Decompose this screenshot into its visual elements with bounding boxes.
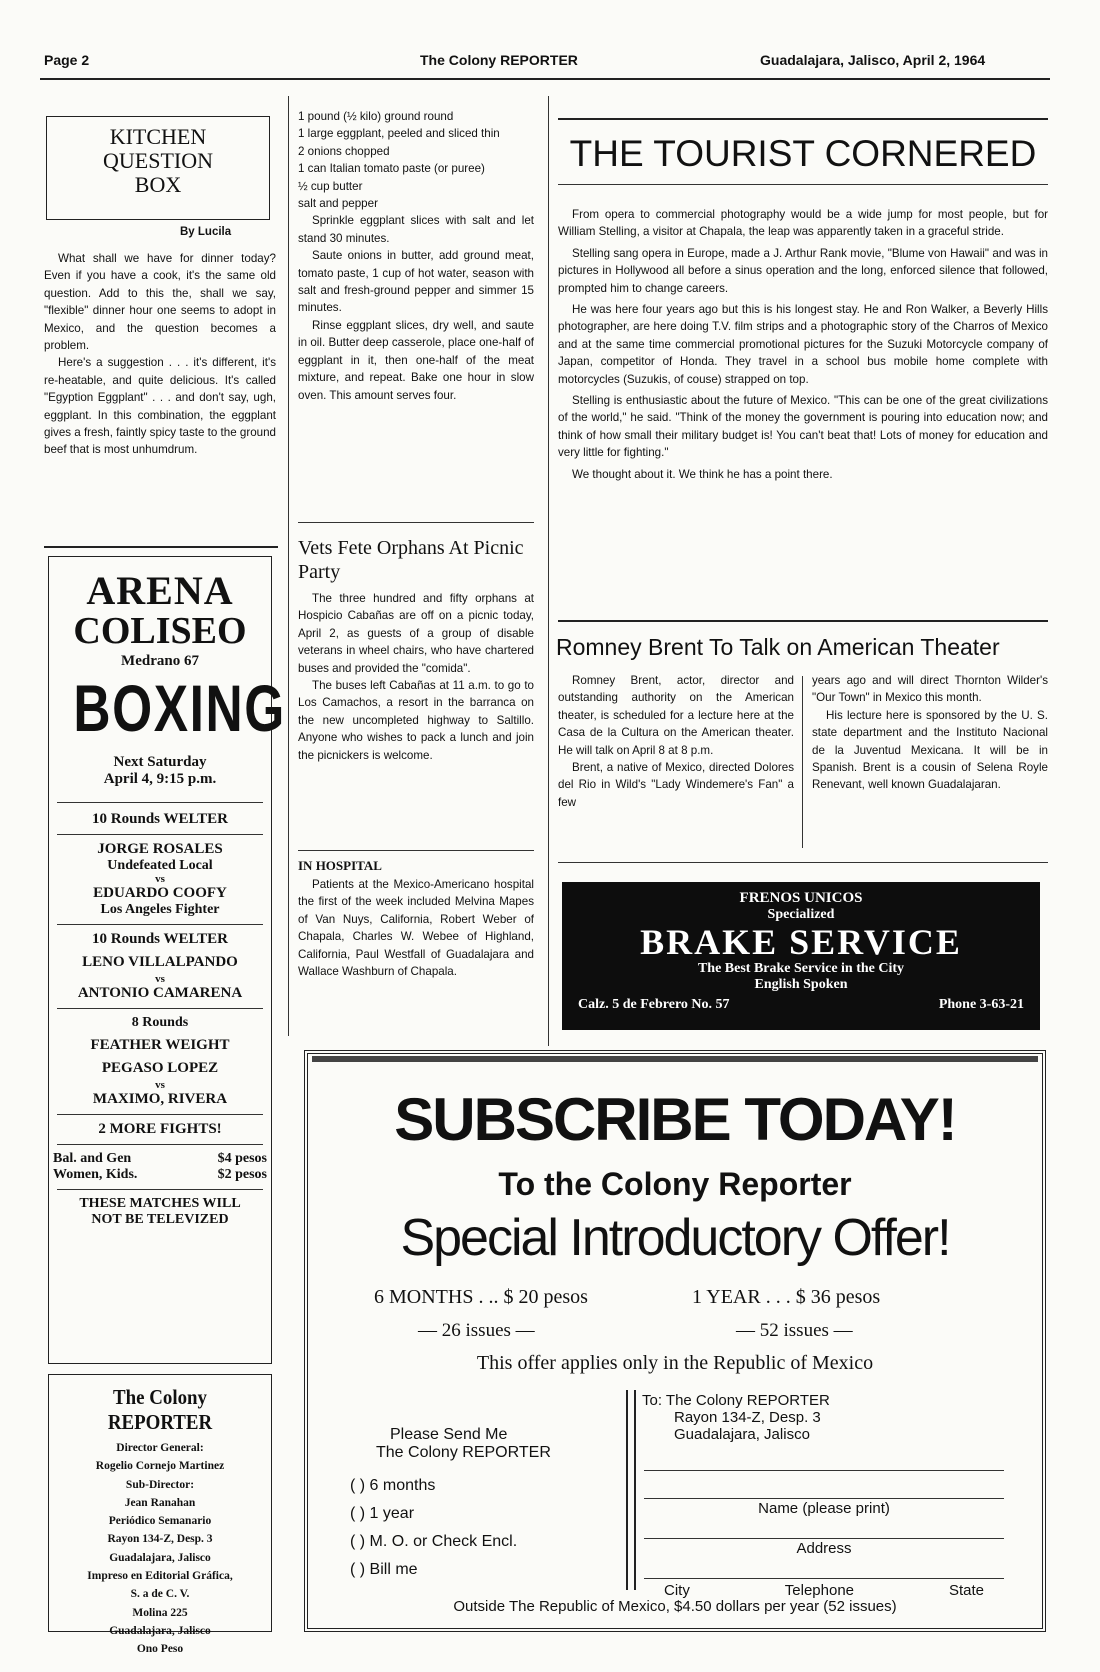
brake-contact: [562, 993, 1040, 1013]
masthead-line: Impreso en Editorial Gráfica,: [87, 1570, 233, 1583]
hospital-headline: IN HOSPITAL: [298, 858, 382, 873]
ingredient: salt and pepper: [298, 197, 378, 211]
choice-6-months[interactable]: ( ) 6 months: [350, 1477, 436, 1494]
masthead-line: Sub-Director:: [125, 1478, 195, 1491]
recipe-step-1: Sprinkle eggplant slices with salt and let stand 30 minutes.: [298, 214, 534, 245]
masthead-line: Ono Peso: [136, 1643, 184, 1656]
kitchen-title-3: BOX: [134, 172, 182, 197]
ingredient: 2 onions chopped: [298, 144, 390, 158]
mail-to-line: To: The Colony REPORTER: [642, 1392, 830, 1409]
page-number: Page 2: [44, 52, 90, 68]
brake-line-2: Specialized: [767, 907, 835, 922]
romney-headline: Romney Brent To Talk on American Theater: [556, 634, 1000, 660]
form-line: [644, 1470, 1004, 1471]
kitchen-article: [44, 250, 276, 459]
arena-address: Medrano 67: [121, 653, 199, 669]
choice-bill-me[interactable]: ( ) Bill me: [350, 1561, 418, 1578]
choice-check[interactable]: ( ) M. O. or Check Encl.: [350, 1533, 518, 1550]
form-divider: [626, 1390, 636, 1590]
price-row: [49, 1167, 271, 1183]
kitchen-box: [46, 116, 270, 220]
option-1-year: 1 YEAR . . . $ 36 pesos: [692, 1286, 881, 1308]
masthead-line: Jean Ranahan: [124, 1496, 196, 1509]
form-line[interactable]: [644, 1538, 1004, 1539]
send-line-2: The Colony REPORTER: [376, 1444, 551, 1461]
vets-headline: Vets Fete Orphans At Picnic Party: [298, 537, 524, 583]
tourist-para-3: He was here four years ago but this is his longest stay. He and Ron Walker, a Beverly Hills photographer, are here doing T.V. film strips and a photographic story of the Charros of Mexico and at the same time commercial promotional pictures for the Suzuki Motorcycle company of Japan, competitor of Honda. They travel in a school bus mobile home complete with motorcycles (Suzukis, of couse) strapped on top.: [558, 303, 1048, 386]
bout3-fighter-a: PEGASO LOPEZ: [101, 1060, 219, 1076]
masthead-name: The Colony REPORTER: [107, 1385, 213, 1434]
arena-date-2: April 4, 9:15 p.m.: [103, 771, 217, 787]
tv-note-1: THESE MATCHES WILL: [79, 1196, 241, 1211]
brake-line-1: FRENOS UNICOS: [739, 890, 863, 906]
city-row: [644, 1582, 1004, 1599]
masthead-line: S. a de C. V.: [130, 1588, 190, 1601]
bout3-rounds: 8 Rounds: [131, 1015, 189, 1030]
brake-service-ad: [562, 882, 1040, 1030]
brake-address: Calz. 5 de Febrero No. 57: [578, 997, 730, 1012]
name-label: Name (please print): [758, 1500, 890, 1517]
bout1-fighter-a: JORGE ROSALES: [97, 841, 223, 857]
mail-to-line: Rayon 134-Z, Desp. 3: [674, 1409, 821, 1426]
recipe-step-2: Saute onions in butter, add ground meat, tomato paste, 1 cup of hot water, season with salt and fresh-ground pepper and simmer 15 minutes.: [298, 249, 534, 315]
arena-name-2: COLISEO: [73, 610, 247, 652]
more-fights: 2 MORE FIGHTS!: [98, 1121, 222, 1137]
divider: [558, 118, 1048, 120]
masthead-line: Periódico Semanario: [108, 1515, 212, 1528]
hospital-para: Patients at the Mexico-Americano hospital the first of the week included Melvina Mapes of Van Nuys, California, Robert Weber of Chapala, Charles W. Webee of Highland, California, Paul Westfall of Guadalajara and Wallace Washburn of Chapala.: [298, 878, 534, 979]
option-6-months-issues: — 26 issues —: [418, 1320, 535, 1341]
subscribe-title: SUBSCRIBE TODAY!: [394, 1086, 956, 1153]
bout3-class: FEATHER WEIGHT: [90, 1037, 230, 1053]
mail-to: [642, 1392, 830, 1443]
column-rule: [548, 96, 549, 1046]
tv-note-2: NOT BE TELEVIZED: [91, 1212, 229, 1227]
divider: [57, 1008, 263, 1009]
offer-applies: This offer applies only in the Republic of Mexico: [476, 1352, 874, 1374]
masthead-line: Rogelio Cornejo Martinez: [95, 1460, 225, 1473]
masthead-line: Guadalajara, Jalisco: [109, 1551, 211, 1564]
price1-label: Bal. and Gen: [53, 1151, 132, 1166]
subscribe-offer: Special Introductory Offer!: [400, 1209, 950, 1267]
romney-col-2: [812, 672, 1048, 794]
bout2-fighter-b: ANTONIO CAMARENA: [77, 985, 243, 1001]
divider: [558, 184, 1048, 185]
divider: [298, 522, 534, 523]
vets-para-1: The three hundred and fifty orphans at Hospicio Cabañas are off on a picnic today, April 2, as guests of a group of disable veterans in wheel chairs, who have chartered buses and provided the "comida".: [298, 592, 534, 675]
vs-label: vs: [155, 873, 165, 885]
kitchen-para-2: Here's a suggestion . . . it's different, it's re-heatable, and quite delicious. It's called "Egyption Eggplant" . . . and don't say, ugh, eggplant. In this combination, the eggplant gives a fresh, faintly spicy taste to the ground beef that is most unhumdrum.: [44, 356, 276, 457]
option-6-months: 6 MONTHS . .. $ 20 pesos: [374, 1286, 588, 1308]
telephone-label: Telephone: [784, 1582, 855, 1599]
divider: [57, 1189, 263, 1190]
divider: [558, 620, 1048, 622]
divider: [57, 1144, 263, 1145]
arena-date-1: Next Saturday: [113, 754, 207, 770]
ingredient: 1 pound (½ kilo) ground round: [298, 110, 454, 123]
tourist-para-2: Stelling sang opera in Europe, made a J. Arthur Rank movie, "Blume von Hawaii" and was in pictures in Hollywood all before a sinus operation and the long, enforced silence that followed, prompted him to change careers.: [558, 246, 1048, 295]
header-rule: [40, 78, 1050, 80]
tourist-para-5: We thought about it. We think he has a point there.: [572, 467, 833, 481]
paper-name: The Colony REPORTER: [420, 52, 578, 68]
choice-list: [350, 1472, 517, 1584]
romney-para-1: Romney Brent, actor, director and outstanding authority on the American theater, is scheduled for a lecture here at the Casa de la Cultura on the American theater. He will talk on April 8 at 8 p.m.: [558, 674, 794, 757]
masthead-box: [48, 1374, 272, 1656]
ingredient: ½ cup butter: [298, 179, 363, 193]
romney-para-3: years ago and will direct Thornton Wilder's "Our Town" in Mexico this month.: [812, 674, 1048, 705]
kitchen-title-2: QUESTION: [103, 148, 213, 173]
brake-line-3: BRAKE SERVICE: [640, 922, 962, 962]
city-label: City: [664, 1582, 690, 1599]
vets-para-2: The buses left Cabañas at 11 a.m. to go to Los Camachos, a resort in the barranca on the new uncompleted highway to Saltillo. Anyone who wishes to pack a lunch and join the picnickers is welcome.: [298, 679, 534, 762]
romney-col-1: [558, 672, 794, 811]
ingredient: 1 can Italian tomato paste (or puree): [298, 162, 485, 176]
bout1-rounds: 10 Rounds WELTER: [92, 811, 228, 827]
ingredient: 1 large eggplant, peeled and sliced thin: [298, 127, 500, 141]
price2-label: Women, Kids.: [53, 1167, 138, 1182]
kitchen-para-1: What shall we have for dinner today? Even if you have a cook, it's the same old question. Add to this the, shall we say, "flexible" dinner hour one seems to adopt in Mexico, and the question becomes a problem.: [44, 252, 276, 353]
column-rule: [288, 96, 289, 1036]
recipe-article: [298, 108, 534, 404]
bout1-fighter-b-desc: Los Angeles Fighter: [100, 902, 220, 917]
hospital-article: [298, 876, 534, 980]
bout1-fighter-b: EDUARDO COOFY: [93, 885, 227, 901]
bout1-fighter-a-desc: Undefeated Local: [107, 858, 213, 873]
subscribe-ad: [304, 1050, 1046, 1632]
send-line-1: Please Send Me: [390, 1426, 508, 1443]
brake-line-5: English Spoken: [754, 977, 848, 992]
divider: [57, 802, 263, 803]
divider: [57, 924, 263, 925]
masthead-line: Molina 225: [132, 1606, 188, 1619]
brake-line-4: The Best Brake Service in the City: [697, 961, 905, 976]
bout3-fighter-b: MAXIMO, RIVERA: [92, 1091, 228, 1107]
address-label: Address: [796, 1540, 852, 1557]
arena-ad: [48, 556, 286, 1364]
subscribe-subtitle: To the Colony Reporter: [498, 1166, 852, 1202]
kitchen-byline: By Lucila: [180, 226, 232, 238]
masthead-details: [49, 1439, 271, 1659]
brake-phone: Phone 3-63-21: [938, 997, 1024, 1012]
recipe-step-3: Rinse eggplant slices, dry well, and saute in oil. Butter deep casserole, place one-half of eggplant in it, then one-half of the meat mixture, and repeat. Bake one hour in slow oven. This amount serves four.: [298, 318, 534, 402]
price-row: [49, 1151, 271, 1167]
romney-para-4: His lecture here is sponsored by the U. S. state department and the Instituto Nacional de la Juventud Mexicana. It will be in Spanish. Brent is a cousin of Selena Royle Renevant, well known Guadalajaran.: [812, 708, 1048, 792]
arena-name-1: ARENA: [86, 568, 234, 613]
divider: [558, 862, 1048, 863]
tourist-para-4: Stelling is enthusiastic about the future of Mexico. "This can be one of the great civilizations of the world," he said. "Think of the money the government is pouring into education now; and think of how small their military budget is! You can't beat that! Lots of money for education and very little for fighting.": [558, 394, 1048, 460]
tourist-para-1: From opera to commercial photography would be a wide jump for most people, but for William Stelling, a visitor at Chapala, the leap was apparently taken in a graceful stride.: [558, 208, 1048, 239]
kitchen-title-1: KITCHEN: [109, 124, 207, 149]
price2-value: $2 pesos: [217, 1167, 267, 1182]
boxing-title: BOXING: [73, 671, 286, 745]
bout2-rounds: 10 Rounds WELTER: [92, 931, 228, 947]
masthead-line: Rayon 134-Z, Desp. 3: [107, 1533, 213, 1546]
divider: [44, 546, 278, 548]
decorative-border-top: [312, 1056, 1038, 1062]
dateline: Guadalajara, Jalisco, April 2, 1964: [760, 52, 986, 68]
form-line[interactable]: [644, 1578, 1004, 1579]
form-line[interactable]: [644, 1498, 1004, 1499]
masthead-line: Director General:: [116, 1442, 204, 1454]
mail-to-line: Guadalajara, Jalisco: [674, 1426, 810, 1443]
vets-article: [298, 590, 534, 764]
state-label: State: [948, 1582, 984, 1599]
romney-para-2: Brent, a native of Mexico, directed Dolores del Rio in Wild's "Lady Windemere's Fan" a few: [558, 761, 794, 809]
outside-note: Outside The Republic of Mexico, $4.50 dollars per year (52 issues): [453, 1598, 897, 1615]
tourist-article: [558, 206, 1048, 483]
option-1-year-issues: — 52 issues —: [736, 1320, 853, 1341]
divider: [57, 1114, 263, 1115]
price1-value: $4 pesos: [217, 1151, 267, 1166]
bout2-fighter-a: LENO VILLALPANDO: [82, 954, 238, 970]
tourist-headline: THE TOURIST CORNERED: [569, 133, 1037, 174]
divider: [298, 850, 534, 851]
vs-label: vs: [155, 973, 165, 985]
column-rule: [802, 676, 803, 848]
choice-1-year[interactable]: ( ) 1 year: [350, 1505, 415, 1522]
divider: [57, 834, 263, 835]
masthead-line: Guadalajara, Jalisco: [109, 1624, 211, 1637]
vs-label: vs: [155, 1079, 165, 1091]
